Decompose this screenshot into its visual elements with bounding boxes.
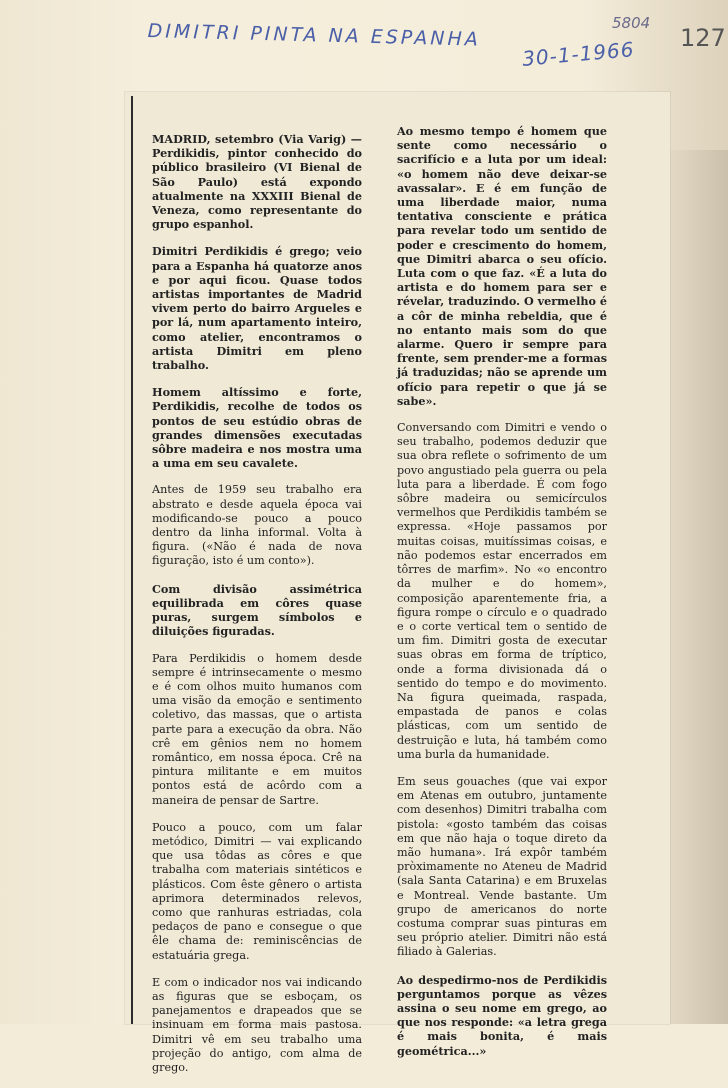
paragraph: E com o indicador nos vai indicando as figuras que se esboçam, os panejamentos e drapeados que se insinuam em forma mais pastosa. Dimitri vê em seu trabalho uma projeção do antigo, com alma de grego.	[152, 975, 362, 1074]
paragraph: Antes de 1959 seu trabalho era abstrato e desde aquela época vai modificando-se pouco a pouco dentro da linha informal. Volta à figura. («Não é nada de nova figuração, isto é um conto»).	[152, 483, 362, 568]
handwritten-date: 30-1-1966	[521, 37, 636, 71]
paragraph: Conversando com Dimitri e vendo o seu trabalho, podemos deduzir que sua obra reflete o sofrimento de um povo angustiado pela guerra ou pela luta para a liberdade. É com fogo sôbre madeira ou semicírculos vermelhos que Perdikidis também se expressa. «Hoje passamos por muitas coisas, muitíssimas coisas, e não podemos estar encerrados em tôrres de marfim». No «o encontro da mulher e do homem», composição aparentemente fria, a figura rompe o círculo e o quadrado e o corte vertical tem o sentido de um fim. Dimitri gosta de executar suas obras em forma de tríptico, onde a forma divisionada dá o sentido do tempo e do movimento. Na figura queimada, raspada, empastada de panos e colas plásticas, com um sentido de destruição e luta, há também como uma burla da humanidade.	[397, 421, 607, 761]
column-rule	[131, 96, 133, 1024]
paragraph: Para Perdikidis o homem desde sempre é intrinsecamente o mesmo e é com olhos muito humanos com uma visão da emoção e sentimento coletivo, das massas, que o artista parte para a execução da obra. Não crê em gênios nem no homem romântico, em nossa época. Crê na pintura militante e em muitos pontos está de acôrdo com a maneira de pensar de Sartre.	[152, 651, 362, 807]
paragraph: Ao despedirmo-nos de Perdikidis perguntamos porque as vêzes assina o seu nome em grego, ao que nos responde: «a letra grega é mais bonita, é mais geométrica...»	[397, 972, 607, 1058]
handwritten-reference: 5804	[612, 14, 651, 32]
paragraph: Pouco a pouco, com um falar metódico, Dimitri — vai explicando que usa tôdas as côres e que trabalha com materiais sintéticos e plásticos. Com êste gênero o artista aprimora determinados relevos, como que ranhuras estriadas, cola pedaços de pano e consegue o que êle chama de: reminiscências de estatuária grega.	[152, 820, 362, 962]
paragraph: MADRID, setembro (Via Varig) — Perdikidis, pintor conhecido do público brasileiro (VI Bienal de São Paulo) está expondo atualmente na XXXIII Bienal de Veneza, como representante do grupo espanhol.	[152, 132, 362, 232]
handwritten-title: DIMITRI PINTA NA ESPANHA	[147, 20, 482, 51]
paragraph: Com divisão assimétrica equilibrada em côres quase puras, surgem símbolos e diluições figuradas.	[152, 581, 362, 639]
paragraph: Em seus gouaches (que vai expor em Atenas em outubro, juntamente com desenhos) Dimitri trabalha com pistola: «gosto também das coisas em que não haja o toque direto da mão humana». Irá expôr também pròximamente no Ateneu de Madrid (sala Santa Catarina) e em Bruxelas e Montreal. Vende bastante. Um grupo de americanos do norte costuma comprar suas pinturas em seu próprio atelier. Dimitri não está filiado à Galerias.	[397, 774, 607, 959]
article-column-left	[152, 132, 362, 1088]
article-column-right	[397, 124, 607, 1071]
paragraph: Homem altíssimo e forte, Perdikidis, recolhe de todos os pontos de seu estúdio obras de grandes dimensões executadas sôbre madeira e nos mostra uma a uma em seu cavalete.	[152, 385, 362, 471]
paragraph: Ao mesmo tempo é homem que sente como necessário o sacrifício e a luta por um ideal: «o homem não deve deixar-se avassalar». E é em função de uma liberdade maior, numa tentativa consciente e prática para revelar todo um sentido de poder e crescimento do homem, que Dimitri abarca o seu ofício. Luta com o que faz. «É a luta do artista e do homem para ser e révelar, traduzindo. O vermelho é a côr de minha rebeldia, que é no entanto mais som do que alarme. Quero ir sempre para frente, sem prender-me a formas já traduzidas; não se aprende um ofício para repetir o que já se sabe».	[397, 124, 607, 408]
handwritten-page-number: 127	[680, 24, 726, 52]
paragraph: Dimitri Perdikidis é grego; veio para a Espanha há quatorze anos e por aqui ficou. Quase todos artistas importantes de Madrid vivem perto do bairro Argueles e por lá, num apartamento inteiro, como atelier, encontramos o artista Dimitri em pleno trabalho.	[152, 244, 362, 373]
